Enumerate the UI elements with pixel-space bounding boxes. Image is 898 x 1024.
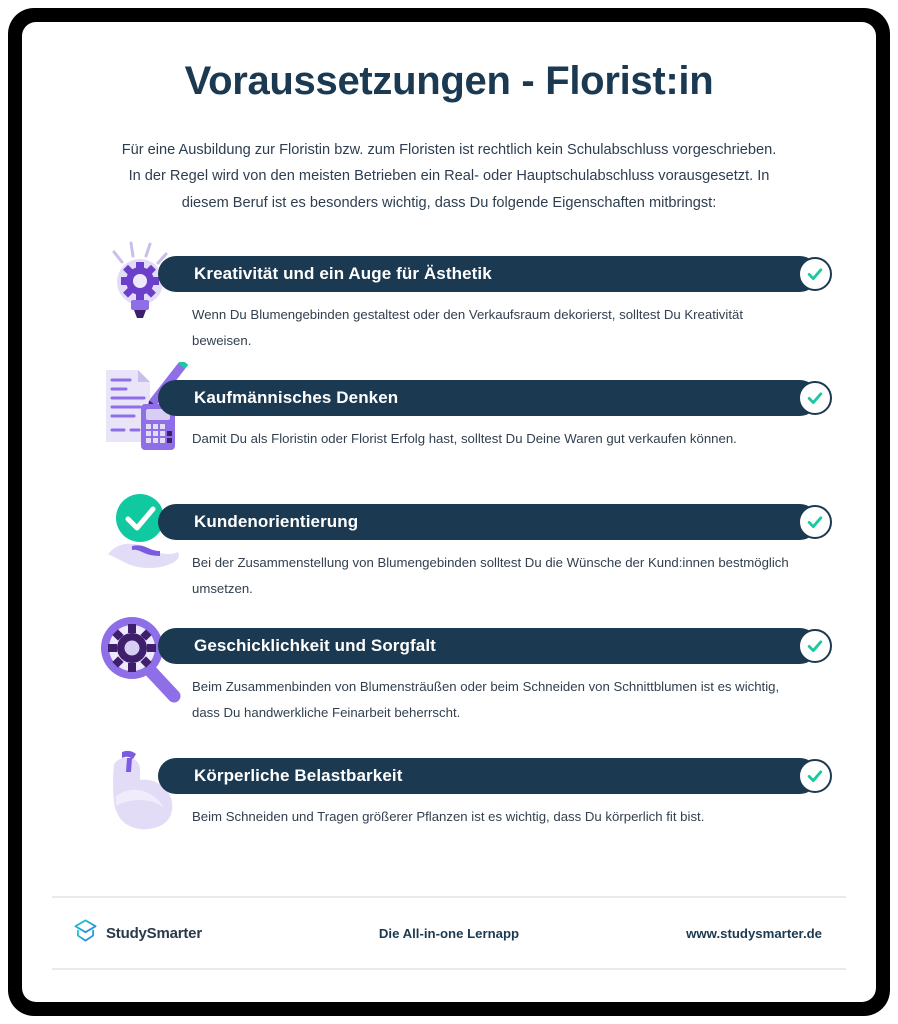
- requirement-bar: [158, 380, 818, 416]
- list-item: [22, 616, 876, 746]
- check-icon: [798, 629, 832, 663]
- requirement-description: Beim Zusammenbinden von Blumensträußen oder beim Schneiden von Schnittblumen ist es wichtig, dass Du handwerkliche Feinarbeit beherrscht.: [192, 679, 780, 721]
- requirement-title: Kundenorientierung: [194, 512, 359, 532]
- requirement-bar: [158, 758, 818, 794]
- requirements-list: [22, 244, 876, 854]
- check-icon: [798, 505, 832, 539]
- requirement-title: Körperliche Belastbarkeit: [194, 766, 403, 786]
- footer-divider-bottom: [52, 968, 846, 970]
- requirement-description: Wenn Du Blumengebinden gestaltest oder den Verkaufsraum dekorierst, solltest Du Kreativität beweisen.: [192, 307, 743, 349]
- list-item: [22, 746, 876, 854]
- requirement-description: Damit Du als Floristin oder Florist Erfolg hast, solltest Du Deine Waren gut verkaufen können.: [192, 431, 737, 447]
- intro-paragraph: Für eine Ausbildung zur Floristin bzw. zum Floristen ist rechtlich kein Schulabschluss vorgeschrieben. In der Regel wird von den meisten Betrieben ein Real- oder Hauptschulabschluss vorausgesetzt. In diesem Beruf ist es besonders wichtig, dass Du folgende Eigenschaften mitbringst:: [121, 141, 777, 211]
- device-frame: [8, 8, 890, 1016]
- brand-name: StudySmarter: [106, 924, 202, 942]
- list-item: [22, 368, 876, 492]
- requirement-title: Kaufmännisches Denken: [194, 388, 399, 408]
- studysmarter-cube-logo: [72, 917, 99, 949]
- check-icon: [798, 759, 832, 793]
- requirement-description: Beim Schneiden und Tragen größerer Pflanzen ist es wichtig, dass Du körperlich fit bist.: [192, 809, 705, 825]
- footer: [52, 896, 846, 972]
- infographic-card: [22, 22, 876, 1002]
- requirement-title: Geschicklichkeit und Sorgfalt: [194, 636, 436, 656]
- list-item: [22, 244, 876, 368]
- list-item: [22, 492, 876, 616]
- footer-tagline: Die All-in-one Lernapp: [378, 925, 520, 941]
- page-title: Voraussetzungen - Florist:in: [184, 59, 714, 103]
- requirement-description: Bei der Zusammenstellung von Blumengebinden solltest Du die Wünsche der Kund:innen bestmöglich umsetzen.: [192, 555, 789, 597]
- requirement-bar: [158, 504, 818, 540]
- requirement-bar: [158, 628, 818, 664]
- footer-website[interactable]: www.studysmarter.de: [686, 925, 822, 941]
- requirement-title: Kreativität und ein Auge für Ästhetik: [194, 264, 492, 284]
- brand-logo[interactable]: [52, 917, 352, 949]
- requirement-bar: [158, 256, 818, 292]
- check-icon: [798, 381, 832, 415]
- check-icon: [798, 257, 832, 291]
